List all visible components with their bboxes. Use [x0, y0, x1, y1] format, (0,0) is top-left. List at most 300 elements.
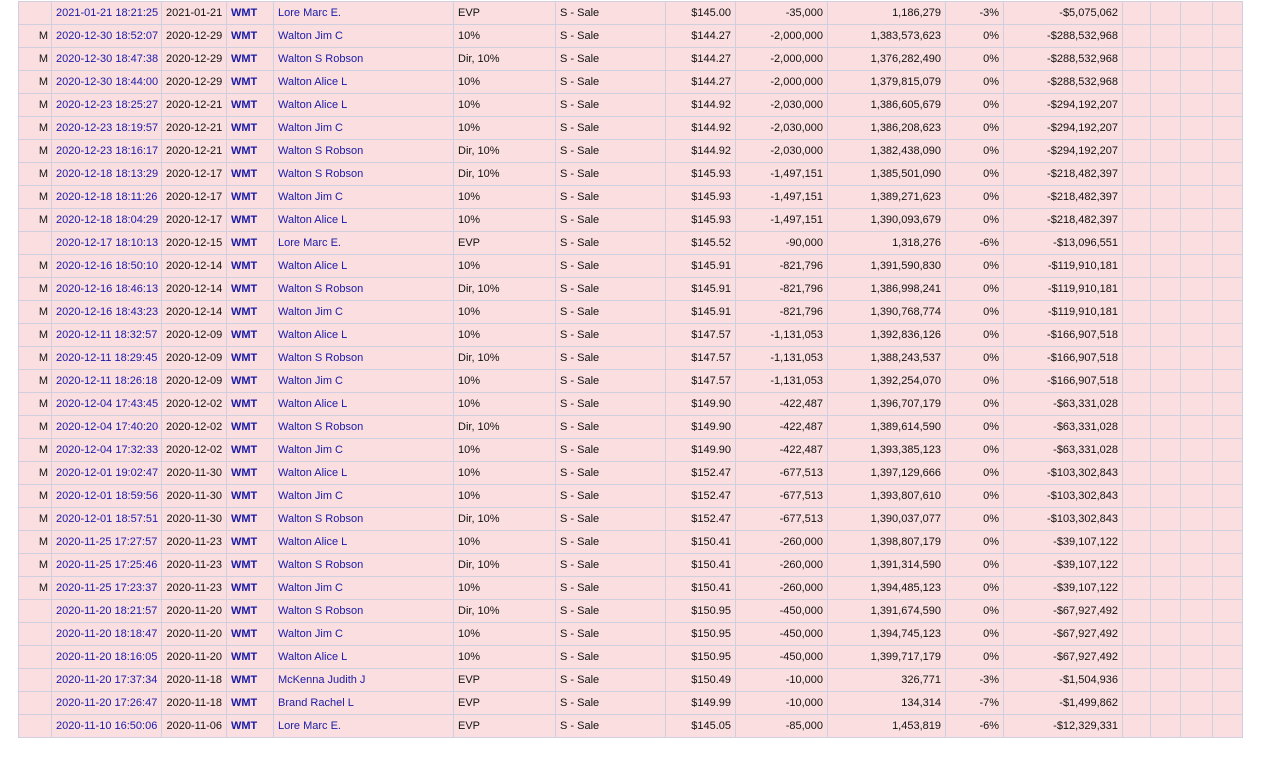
owned-cell — [828, 508, 946, 531]
filing-date-link[interactable]: 2020-11-20 17:26:47 — [56, 697, 158, 709]
owned-cell — [828, 186, 946, 209]
ticker-link[interactable]: WMT — [231, 720, 258, 732]
filing-date-link[interactable]: 2020-12-30 18:44:00 — [56, 76, 159, 88]
delta-own-cell — [946, 324, 1004, 347]
insider-name-link[interactable]: Walton S Robson — [278, 145, 364, 157]
trade-type-cell-text: S - Sale — [560, 30, 600, 42]
insider-name-link[interactable]: Walton Jim C — [278, 628, 343, 640]
delta-own-cell — [946, 462, 1004, 485]
ticker-link[interactable]: WMT — [231, 168, 258, 180]
ticker-link[interactable]: WMT — [231, 99, 258, 111]
insider-name-link[interactable]: Walton Alice L — [278, 99, 348, 111]
owned-cell-text: 1,394,745,123 — [870, 628, 941, 640]
empty-performance-cell — [1181, 71, 1213, 94]
ticker-cell — [227, 393, 274, 416]
filing-date-link[interactable]: 2021-01-21 18:21:25 — [56, 7, 159, 19]
trade-date-cell — [162, 370, 227, 393]
owned-cell — [828, 623, 946, 646]
quantity-cell — [736, 646, 828, 669]
ticker-link[interactable]: WMT — [231, 260, 258, 272]
trade-type-cell-text: S - Sale — [560, 329, 600, 341]
filing-date-link[interactable]: 2020-11-20 17:37:34 — [56, 674, 158, 686]
empty-performance-cell — [1181, 25, 1213, 48]
price-cell-text: $147.57 — [691, 375, 731, 387]
ticker-link[interactable]: WMT — [231, 674, 258, 686]
table-row — [19, 209, 1243, 232]
insider-name-link[interactable]: Walton S Robson — [278, 352, 364, 364]
insider-name-link[interactable]: Walton S Robson — [278, 421, 364, 433]
value-cell — [1004, 554, 1123, 577]
ticker-link[interactable]: WMT — [231, 283, 258, 295]
insider-title-cell-text: EVP — [458, 674, 481, 686]
filing-date-link[interactable]: 2020-11-10 16:50:06 — [56, 720, 158, 732]
delta-own-cell-text: 0% — [983, 352, 999, 364]
empty-performance-cell — [1213, 577, 1243, 600]
x-flag-cell — [19, 439, 52, 462]
ticker-link[interactable]: WMT — [231, 214, 258, 226]
trade-type-cell — [556, 508, 666, 531]
trade-date-cell-text: 2020-12-21 — [166, 99, 223, 111]
ticker-link[interactable]: WMT — [231, 76, 258, 88]
owned-cell — [828, 163, 946, 186]
filing-date-cell — [52, 232, 162, 255]
owned-cell — [828, 646, 946, 669]
value-cell-text: -$63,331,028 — [1053, 398, 1118, 410]
quantity-cell-text: -260,000 — [779, 536, 823, 548]
insider-name-link[interactable]: Lore Marc E. — [278, 720, 341, 732]
insider-name-cell — [274, 715, 454, 738]
filing-date-link[interactable]: 2020-12-04 17:43:45 — [56, 398, 159, 410]
price-cell — [666, 462, 736, 485]
filing-date-link[interactable]: 2020-12-16 18:50:10 — [56, 260, 159, 272]
filing-date-link[interactable]: 2020-12-17 18:10:13 — [56, 237, 159, 249]
x-flag-cell — [19, 715, 52, 738]
value-cell — [1004, 347, 1123, 370]
ticker-cell — [227, 48, 274, 71]
insider-name-link[interactable]: Walton S Robson — [278, 53, 364, 65]
filing-date-link[interactable]: 2020-12-04 17:32:33 — [56, 444, 159, 456]
x-flag-cell-text: M — [38, 283, 48, 295]
trade-date-cell — [162, 232, 227, 255]
empty-performance-cell — [1213, 324, 1243, 347]
x-flag-cell — [19, 577, 52, 600]
price-cell-text: $145.00 — [691, 7, 731, 19]
insider-title-cell — [454, 209, 556, 232]
trade-date-cell-text: 2020-11-20 — [166, 628, 222, 640]
price-cell-text: $152.47 — [691, 513, 731, 525]
empty-performance-cell — [1181, 577, 1213, 600]
filing-date-link[interactable]: 2020-12-30 18:52:07 — [56, 30, 159, 42]
empty-performance-cell — [1181, 508, 1213, 531]
empty-performance-cell — [1181, 48, 1213, 71]
trade-date-cell — [162, 48, 227, 71]
x-flag-cell-text: M — [38, 490, 48, 502]
owned-cell — [828, 48, 946, 71]
trade-date-cell — [162, 577, 227, 600]
quantity-cell-text: -260,000 — [779, 582, 823, 594]
ticker-cell — [227, 278, 274, 301]
insider-name-link[interactable]: Walton Alice L — [278, 536, 348, 548]
trade-type-cell-text: S - Sale — [560, 398, 600, 410]
empty-performance-cell — [1151, 163, 1181, 186]
table-row — [19, 646, 1243, 669]
owned-cell-text: 1,386,998,241 — [870, 283, 941, 295]
owned-cell-text: 1,386,208,623 — [870, 122, 941, 134]
insider-name-link[interactable]: Walton Alice L — [278, 398, 348, 410]
ticker-link[interactable]: WMT — [231, 30, 258, 42]
filing-date-cell — [52, 163, 162, 186]
filing-date-cell — [52, 393, 162, 416]
insider-name-cell — [274, 393, 454, 416]
insider-name-link[interactable]: Walton Jim C — [278, 191, 343, 203]
x-flag-cell — [19, 646, 52, 669]
trade-type-cell — [556, 669, 666, 692]
insider-name-link[interactable]: Walton S Robson — [278, 605, 364, 617]
empty-performance-cell — [1213, 508, 1243, 531]
price-cell — [666, 347, 736, 370]
value-cell — [1004, 600, 1123, 623]
value-cell — [1004, 278, 1123, 301]
table-row — [19, 623, 1243, 646]
owned-cell-text: 1,397,129,666 — [870, 467, 941, 479]
trade-type-cell — [556, 439, 666, 462]
trade-date-cell-text: 2020-12-14 — [166, 260, 223, 272]
ticker-link[interactable]: WMT — [231, 122, 258, 134]
filing-date-cell — [52, 692, 162, 715]
price-cell-text: $150.95 — [691, 628, 731, 640]
filing-date-link[interactable]: 2020-12-18 18:11:26 — [56, 191, 158, 203]
trade-date-cell-text: 2021-01-21 — [166, 7, 223, 19]
trade-type-cell — [556, 71, 666, 94]
trade-date-cell-text: 2020-11-20 — [166, 605, 222, 617]
insider-name-cell — [274, 278, 454, 301]
empty-performance-cell — [1123, 186, 1151, 209]
x-flag-cell — [19, 669, 52, 692]
trade-date-cell-text: 2020-12-14 — [166, 306, 223, 318]
price-cell — [666, 416, 736, 439]
table-row — [19, 554, 1243, 577]
filing-date-link[interactable]: 2020-12-30 18:47:38 — [56, 53, 159, 65]
ticker-link[interactable]: WMT — [231, 490, 258, 502]
trade-date-cell — [162, 692, 227, 715]
ticker-link[interactable]: WMT — [231, 237, 258, 249]
empty-performance-cell — [1181, 209, 1213, 232]
owned-cell-text: 1,318,276 — [892, 237, 941, 249]
ticker-link[interactable]: WMT — [231, 53, 258, 65]
trade-type-cell-text: S - Sale — [560, 283, 600, 295]
trade-date-cell — [162, 278, 227, 301]
insider-title-cell-text: EVP — [458, 7, 481, 19]
insider-name-link[interactable]: Walton S Robson — [278, 168, 364, 180]
ticker-link[interactable]: WMT — [231, 7, 258, 19]
quantity-cell-text: -2,030,000 — [770, 122, 823, 134]
quantity-cell-text: -1,497,151 — [770, 168, 823, 180]
quantity-cell — [736, 324, 828, 347]
filing-date-link[interactable]: 2020-12-11 18:26:18 — [56, 375, 158, 387]
empty-performance-cell — [1181, 692, 1213, 715]
empty-performance-cell — [1181, 2, 1213, 25]
empty-performance-cell — [1213, 462, 1243, 485]
insider-name-link[interactable]: Brand Rachel L — [278, 697, 354, 709]
filing-date-link[interactable]: 2020-12-16 18:46:13 — [56, 283, 159, 295]
ticker-link[interactable]: WMT — [231, 191, 258, 203]
delta-own-cell-text: 0% — [983, 122, 999, 134]
filing-date-cell — [52, 715, 162, 738]
empty-performance-cell — [1151, 600, 1181, 623]
empty-performance-cell — [1151, 186, 1181, 209]
trade-date-cell-text: 2020-12-15 — [166, 237, 223, 249]
empty-performance-cell — [1181, 324, 1213, 347]
trade-date-cell-text: 2020-12-29 — [166, 30, 223, 42]
ticker-link[interactable]: WMT — [231, 145, 258, 157]
table-row — [19, 48, 1243, 71]
ticker-link[interactable]: WMT — [231, 421, 258, 433]
trade-type-cell — [556, 370, 666, 393]
insider-name-cell — [274, 692, 454, 715]
empty-performance-cell — [1213, 669, 1243, 692]
x-flag-cell — [19, 140, 52, 163]
value-cell-text: -$63,331,028 — [1053, 421, 1118, 433]
filing-date-link[interactable]: 2020-12-23 18:25:27 — [56, 99, 159, 111]
trade-type-cell-text: S - Sale — [560, 99, 600, 111]
insider-name-link[interactable]: Walton Jim C — [278, 306, 343, 318]
ticker-link[interactable]: WMT — [231, 306, 258, 318]
filing-date-link[interactable]: 2020-11-25 17:23:37 — [56, 582, 158, 594]
x-flag-cell — [19, 531, 52, 554]
ticker-link[interactable]: WMT — [231, 559, 258, 571]
insider-name-link[interactable]: Walton Jim C — [278, 490, 343, 502]
ticker-link[interactable]: WMT — [231, 513, 258, 525]
quantity-cell-text: -821,796 — [779, 283, 823, 295]
ticker-link[interactable]: WMT — [231, 444, 258, 456]
table-row — [19, 485, 1243, 508]
delta-own-cell-text: 0% — [983, 559, 999, 571]
quantity-cell — [736, 485, 828, 508]
quantity-cell-text: -821,796 — [779, 260, 823, 272]
owned-cell — [828, 347, 946, 370]
x-flag-cell — [19, 209, 52, 232]
quantity-cell — [736, 163, 828, 186]
value-cell-text: -$39,107,122 — [1053, 536, 1118, 548]
insider-name-link[interactable]: Walton Alice L — [278, 467, 348, 479]
ticker-cell — [227, 416, 274, 439]
delta-own-cell — [946, 508, 1004, 531]
x-flag-cell-text: M — [38, 513, 48, 525]
value-cell-text: -$67,927,492 — [1053, 651, 1118, 663]
empty-performance-cell — [1123, 715, 1151, 738]
filing-date-link[interactable]: 2020-11-25 17:27:57 — [56, 536, 158, 548]
ticker-cell — [227, 439, 274, 462]
ticker-link[interactable]: WMT — [231, 605, 258, 617]
filing-date-link[interactable]: 2020-12-11 18:29:45 — [56, 352, 158, 364]
ticker-link[interactable]: WMT — [231, 697, 258, 709]
x-flag-cell — [19, 416, 52, 439]
owned-cell — [828, 370, 946, 393]
insider-title-cell-text: Dir, 10% — [458, 53, 500, 65]
insider-name-link[interactable]: Walton S Robson — [278, 283, 364, 295]
value-cell-text: -$218,482,397 — [1047, 191, 1118, 203]
insider-name-link[interactable]: Walton S Robson — [278, 559, 364, 571]
ticker-link[interactable]: WMT — [231, 467, 258, 479]
quantity-cell — [736, 209, 828, 232]
owned-cell — [828, 462, 946, 485]
filing-date-link[interactable]: 2020-12-18 18:04:29 — [56, 214, 159, 226]
owned-cell-text: 1,383,573,623 — [870, 30, 941, 42]
insider-name-link[interactable]: Walton Alice L — [278, 76, 348, 88]
price-cell-text: $149.90 — [691, 421, 731, 433]
insider-name-link[interactable]: Walton Alice L — [278, 651, 348, 663]
owned-cell-text: 1,391,674,590 — [870, 605, 941, 617]
ticker-link[interactable]: WMT — [231, 375, 258, 387]
insider-title-cell-text: 10% — [458, 76, 481, 88]
empty-performance-cell — [1151, 715, 1181, 738]
empty-performance-cell — [1151, 416, 1181, 439]
insider-name-link[interactable]: Lore Marc E. — [278, 7, 341, 19]
delta-own-cell — [946, 186, 1004, 209]
delta-own-cell — [946, 2, 1004, 25]
value-cell-text: -$103,302,843 — [1047, 513, 1118, 525]
insider-trades-table — [18, 1, 1242, 738]
filing-date-link[interactable]: 2020-12-23 18:16:17 — [56, 145, 159, 157]
price-cell — [666, 370, 736, 393]
ticker-cell — [227, 692, 274, 715]
filing-date-link[interactable]: 2020-12-23 18:19:57 — [56, 122, 159, 134]
ticker-link[interactable]: WMT — [231, 398, 258, 410]
filing-date-cell — [52, 439, 162, 462]
x-flag-cell — [19, 48, 52, 71]
x-flag-cell-text: M — [38, 375, 48, 387]
filing-date-cell — [52, 186, 162, 209]
insider-name-link[interactable]: McKenna Judith J — [278, 674, 366, 686]
quantity-cell-text: -422,487 — [779, 398, 823, 410]
price-cell-text: $149.99 — [691, 697, 731, 709]
trade-type-cell-text: S - Sale — [560, 605, 600, 617]
trade-date-cell — [162, 531, 227, 554]
insider-title-cell-text: 10% — [458, 260, 481, 272]
filing-date-link[interactable]: 2020-12-11 18:32:57 — [56, 329, 158, 341]
empty-performance-cell — [1181, 163, 1213, 186]
ticker-link[interactable]: WMT — [231, 582, 258, 594]
filing-date-link[interactable]: 2020-12-04 17:40:20 — [56, 421, 159, 433]
price-cell — [666, 577, 736, 600]
delta-own-cell-text: 0% — [983, 306, 999, 318]
filing-date-link[interactable]: 2020-11-20 18:21:57 — [56, 605, 158, 617]
ticker-link[interactable]: WMT — [231, 352, 258, 364]
trade-date-cell — [162, 2, 227, 25]
insider-name-link[interactable]: Walton Jim C — [278, 582, 343, 594]
trade-date-cell-text: 2020-11-06 — [166, 720, 222, 732]
insider-name-link[interactable]: Walton Alice L — [278, 329, 348, 341]
owned-cell — [828, 117, 946, 140]
ticker-link[interactable]: WMT — [231, 536, 258, 548]
owned-cell-text: 326,771 — [901, 674, 941, 686]
table-row — [19, 692, 1243, 715]
delta-own-cell — [946, 646, 1004, 669]
insider-name-link[interactable]: Walton Alice L — [278, 214, 348, 226]
insider-title-cell — [454, 600, 556, 623]
insider-name-link[interactable]: Walton Jim C — [278, 30, 343, 42]
insider-name-cell — [274, 370, 454, 393]
filing-date-link[interactable]: 2020-11-25 17:25:46 — [56, 559, 158, 571]
x-flag-cell — [19, 508, 52, 531]
trade-date-cell-text: 2020-12-02 — [166, 444, 223, 456]
x-flag-cell — [19, 278, 52, 301]
owned-cell-text: 1,393,807,610 — [870, 490, 941, 502]
x-flag-cell — [19, 324, 52, 347]
quantity-cell-text: -85,000 — [785, 720, 823, 732]
empty-performance-cell — [1123, 393, 1151, 416]
quantity-cell — [736, 623, 828, 646]
empty-performance-cell — [1181, 140, 1213, 163]
empty-performance-cell — [1181, 600, 1213, 623]
insider-name-link[interactable]: Walton Jim C — [278, 444, 343, 456]
table-row — [19, 531, 1243, 554]
insider-name-link[interactable]: Walton Jim C — [278, 122, 343, 134]
ticker-cell — [227, 117, 274, 140]
empty-performance-cell — [1151, 25, 1181, 48]
empty-performance-cell — [1213, 692, 1243, 715]
delta-own-cell-text: 0% — [983, 536, 999, 548]
trade-type-cell-text: S - Sale — [560, 444, 600, 456]
trade-type-cell — [556, 416, 666, 439]
trade-date-cell — [162, 554, 227, 577]
trade-type-cell — [556, 600, 666, 623]
x-flag-cell-text: M — [38, 306, 48, 318]
ticker-link[interactable]: WMT — [231, 329, 258, 341]
x-flag-cell — [19, 2, 52, 25]
insider-title-cell — [454, 117, 556, 140]
empty-performance-cell — [1123, 669, 1151, 692]
insider-name-link[interactable]: Walton Alice L — [278, 260, 348, 272]
filing-date-link[interactable]: 2020-11-20 18:16:05 — [56, 651, 158, 663]
insider-title-cell — [454, 508, 556, 531]
table-row — [19, 255, 1243, 278]
trade-type-cell-text: S - Sale — [560, 352, 600, 364]
ticker-link[interactable]: WMT — [231, 651, 258, 663]
insider-name-link[interactable]: Walton Jim C — [278, 375, 343, 387]
quantity-cell — [736, 2, 828, 25]
quantity-cell-text: -677,513 — [779, 467, 823, 479]
empty-performance-cell — [1213, 209, 1243, 232]
empty-performance-cell — [1123, 531, 1151, 554]
value-cell — [1004, 255, 1123, 278]
insider-name-cell — [274, 117, 454, 140]
insider-name-link[interactable]: Walton S Robson — [278, 513, 364, 525]
value-cell-text: -$166,907,518 — [1047, 352, 1118, 364]
table-body — [19, 2, 1243, 738]
filing-date-link[interactable]: 2020-11-20 18:18:47 — [56, 628, 158, 640]
owned-cell-text: 1,390,093,679 — [870, 214, 941, 226]
filing-date-cell — [52, 347, 162, 370]
ticker-link[interactable]: WMT — [231, 628, 258, 640]
quantity-cell — [736, 25, 828, 48]
insider-name-link[interactable]: Lore Marc E. — [278, 237, 341, 249]
insider-title-cell — [454, 393, 556, 416]
price-cell-text: $152.47 — [691, 490, 731, 502]
quantity-cell-text: -2,000,000 — [770, 30, 823, 42]
quantity-cell — [736, 577, 828, 600]
insider-title-cell-text: 10% — [458, 329, 481, 341]
filing-date-cell — [52, 209, 162, 232]
filing-date-link[interactable]: 2020-12-01 19:02:47 — [56, 467, 159, 479]
filing-date-link[interactable]: 2020-12-16 18:43:23 — [56, 306, 159, 318]
trade-type-cell — [556, 2, 666, 25]
filing-date-link[interactable]: 2020-12-01 18:59:56 — [56, 490, 159, 502]
price-cell — [666, 324, 736, 347]
filing-date-link[interactable]: 2020-12-01 18:57:51 — [56, 513, 159, 525]
filing-date-link[interactable]: 2020-12-18 18:13:29 — [56, 168, 159, 180]
table-row — [19, 2, 1243, 25]
